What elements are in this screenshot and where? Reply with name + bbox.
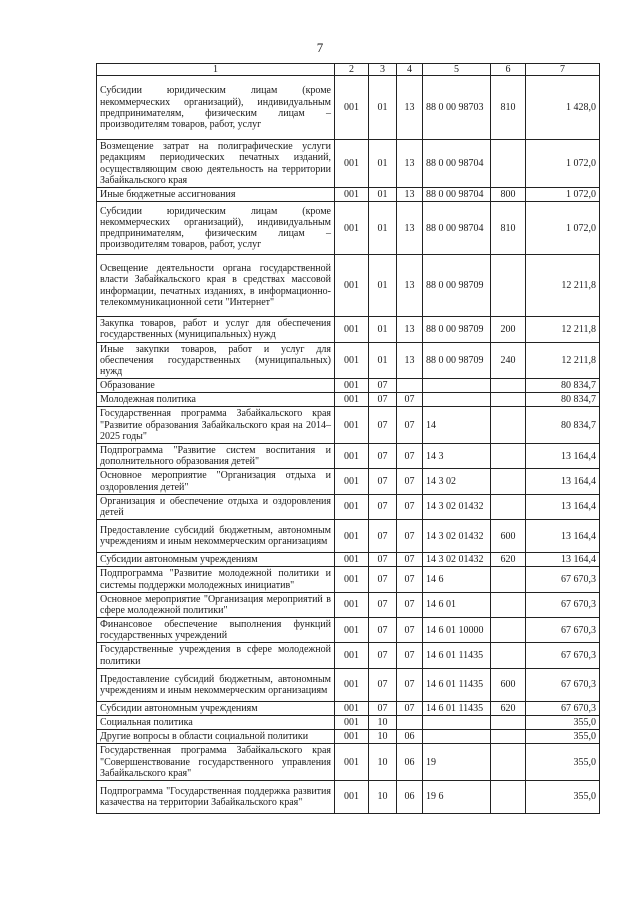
- row-amount: 355,0: [526, 744, 600, 781]
- row-expense-type: 600: [491, 668, 526, 701]
- row-target-article: 88 0 00 98709: [423, 255, 491, 317]
- row-subsection: 07: [397, 553, 423, 567]
- row-grbs: 001: [335, 494, 369, 519]
- row-section: 07: [369, 668, 397, 701]
- row-name: Основное мероприятие "Организация отдыха и оздоровления детей": [97, 469, 335, 494]
- row-amount: 67 670,3: [526, 668, 600, 701]
- row-subsection: 07: [397, 618, 423, 643]
- row-grbs: 001: [335, 255, 369, 317]
- row-amount: 355,0: [526, 730, 600, 744]
- row-section: 01: [369, 342, 397, 379]
- row-name: Образование: [97, 379, 335, 393]
- row-name: Субсидии юридическим лицам (кроме некоммерческих организаций), индивидуальным предпринимателям, физическим лицам – производителям товаров, работ, услуг: [97, 76, 335, 140]
- row-name: Подпрограмма "Государственная поддержка развития казачества на территории Забайкальского края": [97, 780, 335, 813]
- row-amount: 80 834,7: [526, 393, 600, 407]
- table-row: [97, 342, 600, 379]
- row-name: Возмещение затрат на полиграфические услуги редакциям периодических печатных изданий, осуществляющим свою деятельность на территории Забайкальского края: [97, 140, 335, 188]
- row-target-article: 14 3 02 01432: [423, 553, 491, 567]
- row-expense-type: 810: [491, 202, 526, 255]
- row-name: Государственные учреждения в сфере молодежной политики: [97, 643, 335, 668]
- row-name: Субсидии автономным учреждениям: [97, 553, 335, 567]
- table-row: [97, 444, 600, 469]
- row-name: Закупка товаров, работ и услуг для обеспечения государственных (муниципальных) нужд: [97, 317, 335, 342]
- table-row: [97, 520, 600, 553]
- row-amount: 12 211,8: [526, 255, 600, 317]
- row-grbs: 001: [335, 202, 369, 255]
- row-expense-type: [491, 255, 526, 317]
- row-amount: 355,0: [526, 716, 600, 730]
- row-amount: 1 072,0: [526, 202, 600, 255]
- row-section: 07: [369, 520, 397, 553]
- row-section: 07: [369, 643, 397, 668]
- row-subsection: 07: [397, 393, 423, 407]
- row-expense-type: [491, 780, 526, 813]
- col-header-1: 1: [97, 64, 335, 76]
- col-header-6: 6: [491, 64, 526, 76]
- row-grbs: 001: [335, 567, 369, 592]
- row-target-article: 88 0 00 98704: [423, 140, 491, 188]
- table-row: [97, 567, 600, 592]
- row-section: 07: [369, 407, 397, 444]
- row-expense-type: [491, 379, 526, 393]
- row-grbs: 001: [335, 342, 369, 379]
- row-target-article: [423, 393, 491, 407]
- table-row: [97, 469, 600, 494]
- table-row: [97, 379, 600, 393]
- row-expense-type: 800: [491, 187, 526, 201]
- row-amount: 13 164,4: [526, 553, 600, 567]
- row-section: 07: [369, 701, 397, 715]
- row-target-article: 14 6 01: [423, 592, 491, 617]
- row-target-article: 88 0 00 98709: [423, 342, 491, 379]
- row-amount: 12 211,8: [526, 317, 600, 342]
- header-row: [97, 64, 600, 76]
- row-name: Предоставление субсидий бюджетным, автономным учреждениям и иным некоммерческим организациям: [97, 520, 335, 553]
- row-target-article: [423, 730, 491, 744]
- row-grbs: 001: [335, 444, 369, 469]
- row-expense-type: [491, 469, 526, 494]
- row-expense-type: [491, 567, 526, 592]
- row-subsection: 13: [397, 255, 423, 317]
- row-section: 07: [369, 553, 397, 567]
- table-row: [97, 393, 600, 407]
- row-target-article: 88 0 00 98704: [423, 187, 491, 201]
- row-section: 07: [369, 393, 397, 407]
- row-amount: 67 670,3: [526, 592, 600, 617]
- row-expense-type: [491, 730, 526, 744]
- row-grbs: 001: [335, 76, 369, 140]
- row-grbs: 001: [335, 744, 369, 781]
- row-subsection: 07: [397, 701, 423, 715]
- row-subsection: 13: [397, 317, 423, 342]
- table-row: [97, 317, 600, 342]
- row-name: Субсидии автономным учреждениям: [97, 701, 335, 715]
- row-grbs: 001: [335, 716, 369, 730]
- row-grbs: 001: [335, 780, 369, 813]
- row-name: Финансовое обеспечение выполнения функций государственных учреждений: [97, 618, 335, 643]
- row-target-article: 14 3 02 01432: [423, 520, 491, 553]
- row-target-article: [423, 379, 491, 393]
- table-row: [97, 202, 600, 255]
- col-header-2: 2: [335, 64, 369, 76]
- row-expense-type: 600: [491, 520, 526, 553]
- row-grbs: 001: [335, 553, 369, 567]
- row-amount: 1 072,0: [526, 187, 600, 201]
- table-row: [97, 716, 600, 730]
- row-grbs: 001: [335, 317, 369, 342]
- row-name: Основное мероприятие "Организация мероприятий в сфере молодежной политики": [97, 592, 335, 617]
- col-header-5: 5: [423, 64, 491, 76]
- row-amount: 355,0: [526, 780, 600, 813]
- table-row: [97, 668, 600, 701]
- row-expense-type: [491, 444, 526, 469]
- row-subsection: 13: [397, 342, 423, 379]
- row-name: Социальная политика: [97, 716, 335, 730]
- row-section: 10: [369, 716, 397, 730]
- row-subsection: 07: [397, 520, 423, 553]
- row-name: Иные закупки товаров, работ и услуг для обеспечения государственных (муниципальных) нужд: [97, 342, 335, 379]
- row-target-article: 19: [423, 744, 491, 781]
- row-subsection: [397, 379, 423, 393]
- col-header-7: 7: [526, 64, 600, 76]
- row-expense-type: [491, 140, 526, 188]
- row-subsection: 07: [397, 494, 423, 519]
- row-target-article: 88 0 00 98703: [423, 76, 491, 140]
- row-target-article: 14 6 01 10000: [423, 618, 491, 643]
- budget-table: [96, 63, 600, 814]
- row-expense-type: [491, 618, 526, 643]
- row-section: 10: [369, 730, 397, 744]
- table-row: [97, 187, 600, 201]
- row-grbs: 001: [335, 379, 369, 393]
- row-name: Субсидии юридическим лицам (кроме некоммерческих организаций), индивидуальным предпринимателям, физическим лицам – производителям товаров, работ, услуг: [97, 202, 335, 255]
- row-target-article: 14 6 01 11435: [423, 668, 491, 701]
- row-target-article: 14 3 02 01432: [423, 494, 491, 519]
- table-row: [97, 255, 600, 317]
- row-section: 07: [369, 469, 397, 494]
- table-row: [97, 744, 600, 781]
- row-subsection: 07: [397, 567, 423, 592]
- row-name: Иные бюджетные ассигнования: [97, 187, 335, 201]
- row-amount: 67 670,3: [526, 643, 600, 668]
- row-target-article: 14: [423, 407, 491, 444]
- row-section: 01: [369, 140, 397, 188]
- row-name: Организация и обеспечение отдыха и оздоровления детей: [97, 494, 335, 519]
- row-expense-type: 620: [491, 701, 526, 715]
- table-row: [97, 780, 600, 813]
- row-section: 01: [369, 76, 397, 140]
- row-subsection: 06: [397, 730, 423, 744]
- row-subsection: 13: [397, 202, 423, 255]
- row-amount: 12 211,8: [526, 342, 600, 379]
- row-grbs: 001: [335, 469, 369, 494]
- row-target-article: 88 0 00 98709: [423, 317, 491, 342]
- table-row: [97, 140, 600, 188]
- row-section: 07: [369, 494, 397, 519]
- row-subsection: 07: [397, 643, 423, 668]
- row-grbs: 001: [335, 730, 369, 744]
- row-subsection: 07: [397, 469, 423, 494]
- row-section: 01: [369, 317, 397, 342]
- row-name: Государственная программа Забайкальского края "Развитие образования Забайкальского края на 2014–2025 годы": [97, 407, 335, 444]
- row-target-article: 19 6: [423, 780, 491, 813]
- row-target-article: 14 6 01 11435: [423, 643, 491, 668]
- row-section: 01: [369, 255, 397, 317]
- row-amount: 80 834,7: [526, 379, 600, 393]
- row-name: Другие вопросы в области социальной политики: [97, 730, 335, 744]
- table-row: [97, 643, 600, 668]
- row-name: Подпрограмма "Развитие молодежной политики и системы поддержки молодежных инициатив": [97, 567, 335, 592]
- row-name: Государственная программа Забайкальского края "Совершенствование государственного управления Забайкальского края": [97, 744, 335, 781]
- row-grbs: 001: [335, 701, 369, 715]
- row-expense-type: 240: [491, 342, 526, 379]
- row-subsection: [397, 716, 423, 730]
- row-target-article: 88 0 00 98704: [423, 202, 491, 255]
- row-amount: 13 164,4: [526, 494, 600, 519]
- row-amount: 1 428,0: [526, 76, 600, 140]
- row-subsection: 07: [397, 407, 423, 444]
- row-subsection: 13: [397, 187, 423, 201]
- row-expense-type: 620: [491, 553, 526, 567]
- row-target-article: [423, 716, 491, 730]
- row-amount: 1 072,0: [526, 140, 600, 188]
- row-expense-type: [491, 744, 526, 781]
- row-grbs: 001: [335, 187, 369, 201]
- row-subsection: 07: [397, 668, 423, 701]
- row-amount: 67 670,3: [526, 567, 600, 592]
- row-expense-type: 200: [491, 317, 526, 342]
- row-name: Предоставление субсидий бюджетным, автономным учреждениям и иным некоммерческим организациям: [97, 668, 335, 701]
- row-expense-type: [491, 407, 526, 444]
- row-amount: 13 164,4: [526, 444, 600, 469]
- table-row: [97, 730, 600, 744]
- row-section: 01: [369, 202, 397, 255]
- row-subsection: 06: [397, 744, 423, 781]
- row-target-article: 14 3 02: [423, 469, 491, 494]
- row-subsection: 13: [397, 76, 423, 140]
- row-amount: 13 164,4: [526, 520, 600, 553]
- row-grbs: 001: [335, 520, 369, 553]
- table-row: [97, 494, 600, 519]
- row-expense-type: [491, 643, 526, 668]
- row-section: 07: [369, 618, 397, 643]
- row-grbs: 001: [335, 592, 369, 617]
- row-amount: 67 670,3: [526, 701, 600, 715]
- row-subsection: 13: [397, 140, 423, 188]
- table-row: [97, 592, 600, 617]
- row-section: 07: [369, 592, 397, 617]
- row-subsection: 07: [397, 444, 423, 469]
- table-row: [97, 553, 600, 567]
- row-target-article: 14 6: [423, 567, 491, 592]
- row-expense-type: [491, 716, 526, 730]
- row-amount: 67 670,3: [526, 618, 600, 643]
- row-section: 07: [369, 567, 397, 592]
- row-expense-type: 810: [491, 76, 526, 140]
- page-number: 7: [316, 40, 324, 55]
- row-amount: 13 164,4: [526, 469, 600, 494]
- row-expense-type: [491, 393, 526, 407]
- row-name: Освещение деятельности органа государственной власти Забайкальского края в средствах массовой информации, печатных изданиях, в информационно-телекоммуникационной сети "Интернет": [97, 255, 335, 317]
- row-amount: 80 834,7: [526, 407, 600, 444]
- table-row: [97, 76, 600, 140]
- row-name: Подпрограмма "Развитие систем воспитания и дополнительного образования детей": [97, 444, 335, 469]
- row-target-article: 14 3: [423, 444, 491, 469]
- row-grbs: 001: [335, 393, 369, 407]
- row-section: 10: [369, 780, 397, 813]
- row-expense-type: [491, 494, 526, 519]
- col-header-3: 3: [369, 64, 397, 76]
- row-target-article: 14 6 01 11435: [423, 701, 491, 715]
- row-grbs: 001: [335, 668, 369, 701]
- row-subsection: 06: [397, 780, 423, 813]
- row-section: 07: [369, 379, 397, 393]
- row-grbs: 001: [335, 140, 369, 188]
- row-name: Молодежная политика: [97, 393, 335, 407]
- row-expense-type: [491, 592, 526, 617]
- row-grbs: 001: [335, 618, 369, 643]
- col-header-4: 4: [397, 64, 423, 76]
- table-row: [97, 618, 600, 643]
- row-subsection: 07: [397, 592, 423, 617]
- row-section: 07: [369, 444, 397, 469]
- row-grbs: 001: [335, 643, 369, 668]
- table-row: [97, 407, 600, 444]
- row-section: 10: [369, 744, 397, 781]
- row-grbs: 001: [335, 407, 369, 444]
- row-section: 01: [369, 187, 397, 201]
- table-row: [97, 701, 600, 715]
